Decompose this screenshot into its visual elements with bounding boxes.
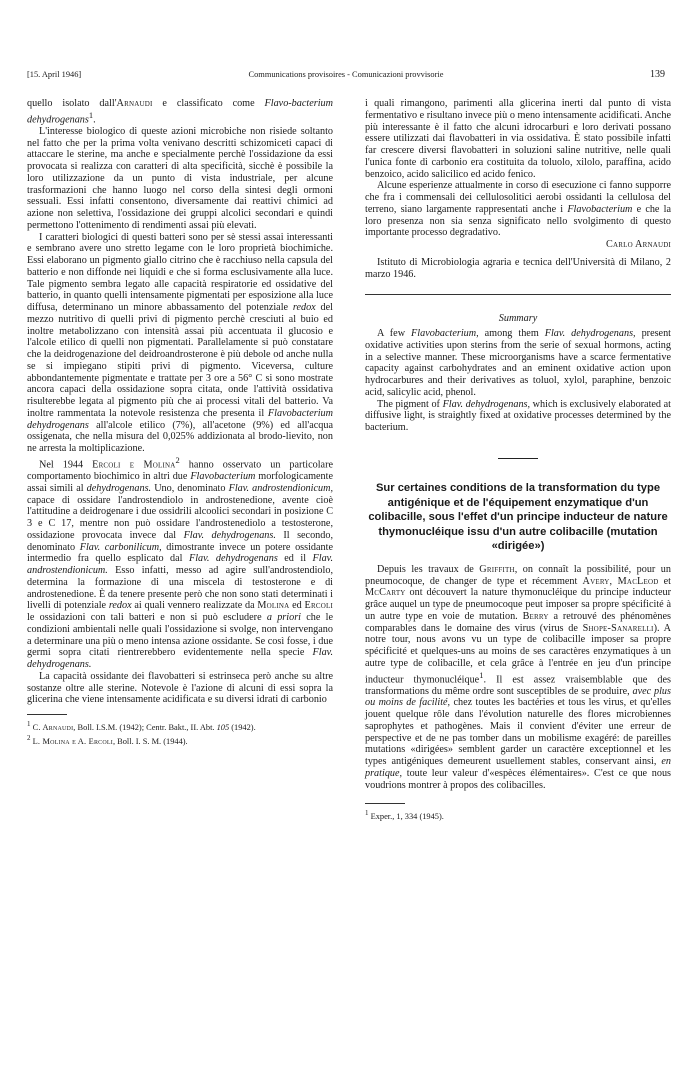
footnote: $^1$ C. Arnaudi, Boll. I.S.M. (1942); Centr. Bakt., II. Abt. 105 (1942). — [27, 720, 256, 732]
paragraph: L'interesse biologico di queste azioni microbiche non risiede soltanto nel fatto che per la prima volta venivano descritti schizomiceti capaci di attaccare le sterine, ma anche e specialmente perchè l'ossidazione da essi provocata si realizza con caratteri di alta specificità, sicchè è possibile la loro utilizzazione da un punto di vista industriale, per alcune trasformazioni che hanno luogo nel corso della sintesi degli ormoni sessuali. Essi infatti consentono, diversamente dai reattivi chimici ad azione non selettiva, l'ossidazione dei gruppi alcolici secondari e quindi permettono l'ottenimento di rendimenti assai più elevati. — [27, 125, 333, 231]
paragraph: A few Flavobacterium, among them Flav. dehydrogenans, present oxidative activities upon sterins from the serie of sexual hormons, acting in a selective manner. These microorganisms have a scarce fermentative capacity against carbohydrates and an eminent oxidative action upon hydrocarbures and their derivatives as toluol, xylol, paraphine, benzoic acid, salicylic acid, phenol. — [365, 328, 671, 398]
paragraph: i quali rimangono, parimenti alla glicerina inerti dal punto di vista fermentativo e risultano invece più o meno intensamente acidificati. Anche più interessante è il fatto che alcuni idrocarburi e loro derivati possano essere utilizzati dai flavobatteri in via ossidativa. È stato possibile infatti far crescere diversi flavobatteri in soluzioni saline nutritive, nelle quali l'unica fonte di carbonio era costituita da toluolo, xilolo, paraffina, acido benzoico, acido salicilico ed acido fenico. — [365, 98, 671, 180]
section-divider — [365, 294, 671, 295]
paragraph: Nel 1944 Ercoli e Molina$^2$ hanno osservato un particolare comportamento biochimico in altri due Flavobacterium morfologicamente assai simili al dehydrogenans. Uno, denominato Flav. androstendionicum, capace di ossidare l'androstendiolo in androstenedione, avente cioè l'attitudine a deidrogenare i due ossidrili alcoolici secondari in posizione C 3 e C 17, mentre non può ossidare l'androstenediolo a testosterone, ossidazione provocata invece dal Flav. dehydrogenans. Il secondo, denominato Flav. carbonilicum, dimostrante invece un potere ossidante intermedio fra quello esplicato dal Flav. dehydrogenans ed il Flav. androstendionicum. Esso infatti, messo ad agire sull'androstendiolo, determina la formazione di una miscela di testosterone e di androstenedione. È da tenere presente però che non sono stati determinati i livelli di potenziale redox ai quali vennero realizzate da Molina ed Ercoli le ossidazioni con tali batteri e non si può escludere a priori che le condizioni ambientali nelle quali l'ossidazione si svolge, non intervengano a determinare una più o meno intensa azione ossidante. Se così fosse, i due germi sopra citati rientrerebbero evidentemente nella specie Flav. dehydrogenans. — [27, 454, 334, 671]
article-title: Sur certaines conditions de la transformation du type antigénique et de l'équipement enzymatique d'un colibacille, sous l'effet d'un principe inducteur de nature thymonucléique issu d'un autre colibacille (mutation «dirigée») — [368, 482, 668, 553]
summary-heading: Summary — [498, 313, 538, 325]
footnote-divider — [27, 714, 67, 715]
footnote-divider — [365, 803, 405, 804]
running-header — [27, 70, 665, 84]
paragraph: La capacità ossidante dei flavobatteri si estrinseca però anche su altre sostanze oltre alle sterine. Notevole è l'azione di alcuni di essi sopra la glicerina che viene intensamente acidificata e su diversi idrati di carbonio — [27, 670, 333, 706]
header-date: [15. April 1946] — [27, 70, 82, 79]
article-divider — [498, 458, 538, 460]
author-signature: Carlo Arnaudi — [605, 239, 671, 250]
paragraph: I caratteri biologici di questi batteri sono per sè stessi assai interessanti e sembrano avere uno stretto legame con le loro proprietà biochimiche. Essi elaborano un pigmento giallo citrino che è racchiuso nella capsula del batterio e non diffonde nei liquidi e che si forma esclusivamente alla luce. Tale pigmento sembra legato alle capacità respiratorie ed ossidative del batterio, in quanto quelli intensamente pigmentati per esposizione alla luce diffusa, determinano un minore abbassamento del potenziale redox del mezzo nutritivo di quelli privi di pigmento perchè cresciuti al buio ed inoltre metabolizzano con intensità assai più accentuata il glucosio e l'alcole etilico di quelli non pigmentati. Parallelamente si può constatare che la deidrogenazione del deidroandrosterone è più debole od anche nulla se si impiegano stipiti privi di pigmento. Viceversa, culture abbondantemente pigmentate e trattate per 3 ore a 56° C si sono mostrate ancora capaci della ossidazione sopra citata, onde l'attività ossidativa risulterebbe legata al pigmento più che ai processi vitali del batterio. Va inoltre rammentata la notevole resistenza che presenta il Flavobacterium dehydrogenans all'alcole etilico (7%), all'acetone (9%) ed all'acqua ossigenata, che nella misura del 0,025% addizionata al brodo-lievito, non ne arresta la moltiplicazione. — [27, 231, 333, 455]
paragraph: The pigment of Flav. dehydrogenans, which is exclusively elaborated at diffusive light, is straightly fixed at oxidative processes determined by the bacterium. — [365, 398, 671, 433]
institute-affiliation: Istituto di Microbiologia agraria e tecnica dell'Università di Milano, 2 marzo 1946. — [365, 256, 671, 280]
footnote: $^2$ L. Molina e A. Ercoli, Boll. I. S. M. (1944). — [27, 733, 188, 746]
paragraph: Depuis les travaux de Griffith, on connaît la possibilité, pour un pneumocoque, de changer de type et récemment Avery, MacLeod et McCarty ont découvert la nature thymonucléique du principe inducteur grâce auquel un type de pneumocoque peut imposer sa propre spécificité à un autre type en voie de mutation. Berry a retrouvé des phénomènes comparables dans le domaine des virus (virus de Shope-Sanarelli). A notre tour, nous avons vu un type de colibacille imposer sa propre spécificité et quelques-uns au moins de ses caractères enzymatiques à un autre type de colibacille, et cela grâce à l'entrée en jeu d'un principe inducteur thymonucléique$^1$. Il est assez vraisemblable que des transformations du même ordre sont susceptibles de se produire, avec plus ou moins de facilité, chez toutes les bactéries et tous les virus, et qu'elles jouent quelque rôle dans l'évolution naturelle des flores microbiennes saprophytes et pathogènes. Mais il convient d'éviter une erreur de perspective et de ne pas tomber dans un mobilisme exagéré: de pareilles mutations «dirigées» semblent garder un caractère exceptionnel et les types antigéniques demeurent usuellement stables, conservant ainsi, en pratique, toute leur valeur d'«espèces élémentaires». C'est ce que nous voudrions montrer à propos des colibacilles. — [365, 563, 672, 791]
right-column — [365, 98, 671, 822]
header-section: Communications provisoires - Comunicazioni provvisorie — [248, 70, 444, 79]
page-number: 139 — [650, 69, 665, 80]
paragraph: quello isolato dall'Arnaudi e classificato come Flavo-bacterium dehydrogenans$^1$. — [27, 98, 333, 126]
left-column — [27, 98, 333, 747]
footnote: $^1$ Exper., 1, 334 (1945). — [365, 809, 444, 822]
paragraph: Alcune esperienze attualmente in corso di esecuzione ci fanno supporre che fra i commensali dei cellulosolitici aerobi ossidanti la cellulosa del terreno, siano largamente rappresentati anche i Flavobacterium e che la loro presenza non sia senza significato nello svolgimento di questo importante processo degradativo. — [365, 180, 671, 239]
